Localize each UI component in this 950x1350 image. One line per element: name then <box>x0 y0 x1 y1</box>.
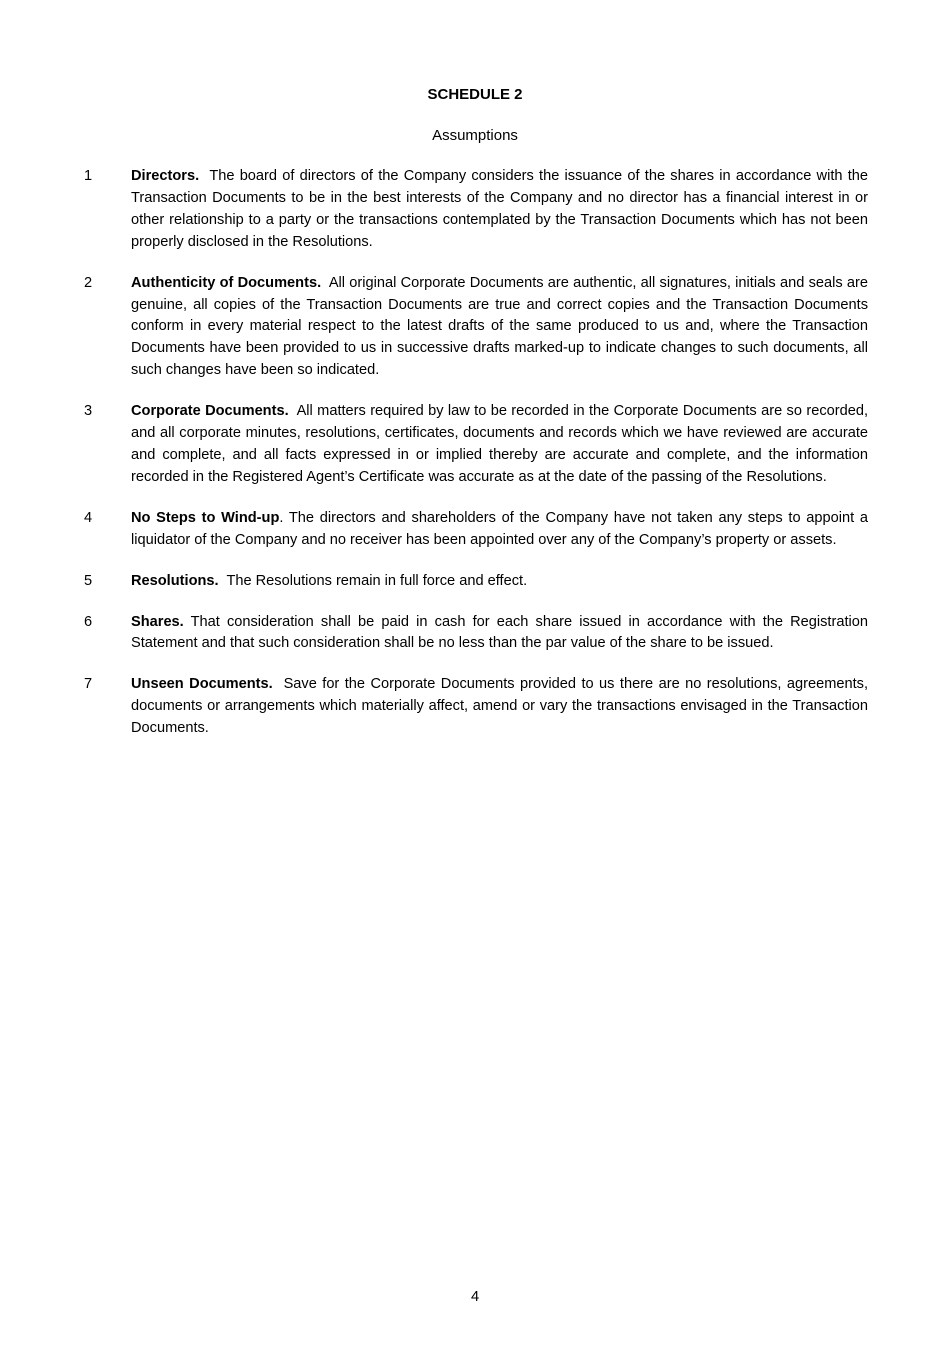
schedule-title: SCHEDULE 2 <box>427 86 523 103</box>
clause-unseen-documents <box>84 674 868 740</box>
clause-heading: Shares. <box>131 613 184 630</box>
clause-number: 3 <box>84 403 93 420</box>
clause-heading: Resolutions. <box>131 572 219 589</box>
schedule-subtitle: Assumptions <box>432 127 518 144</box>
clause-corporate-documents <box>84 401 868 489</box>
clause-heading: Authenticity of Documents. <box>131 274 322 291</box>
clause-heading: Corporate Documents. <box>131 403 289 420</box>
clause-heading: No Steps to Wind-up <box>131 509 280 526</box>
clause-number: 5 <box>84 572 93 589</box>
clause-shares <box>84 612 868 656</box>
clause-text: That consideration shall be paid in cash for each share issued in accordance with the Registration Statement and that such consideration shall be no less than the par value of the share to be issued. <box>131 613 868 652</box>
page-number: 4 <box>470 1289 480 1305</box>
clause-heading: Unseen Documents. <box>131 676 273 693</box>
clause-heading: Directors. <box>131 168 200 184</box>
clause-text: All original Corporate Documents are authentic, all signatures, initials and seals are genuine, all copies of the Transaction Documents are true and correct copies and the Transaction Documents conform in every material respect to the latest drafts of the same produced to us and, where the Transaction Documents have been provided to us in successive drafts marked-up to indicate changes to such documents, all such changes have been so indicated. <box>131 274 868 379</box>
clause-text: The Resolutions remain in full force and effect. <box>226 572 528 589</box>
clause-no-steps-to-wind-up <box>84 508 868 552</box>
clause-authenticity-of-documents <box>84 273 868 383</box>
clause-directors <box>84 166 868 254</box>
clause-number: 2 <box>84 274 93 291</box>
clause-text: The board of directors of the Company considers the issuance of the shares in accordance with the Transaction Documents to be in the best interests of the Company and no director has a financial interest in or other relationship to a party or the transactions contemplated by the Transaction Documents which has not been properly disclosed in the Resolutions. <box>131 168 868 250</box>
clause-text: . The directors and shareholders of the Company have not taken any steps to appoint a liquidator of the Company and no receiver has been appointed over any of the Company’s property or assets. <box>131 509 869 548</box>
clause-text: All matters required by law to be recorded in the Corporate Documents are so recorded, and all corporate minutes, resolutions, certificates, documents and records which we have reviewed are accurate and complete, and all facts expressed in or implied thereby are accurate and complete, and the information recorded in the Registered Agent’s Certificate was accurate as at the date of the passing of the Resolutions. <box>131 403 868 485</box>
clause-number: 4 <box>84 509 93 526</box>
clause-number: 6 <box>84 613 93 630</box>
clause-number: 1 <box>84 168 93 184</box>
clause-list <box>84 166 868 759</box>
clause-number: 7 <box>84 676 93 693</box>
clause-text: Save for the Corporate Documents provided to us there are no resolutions, agreements, documents or arrangements which materially affect, amend or vary the transactions envisaged in the Transaction Documents. <box>131 676 868 737</box>
clause-resolutions <box>84 571 868 593</box>
